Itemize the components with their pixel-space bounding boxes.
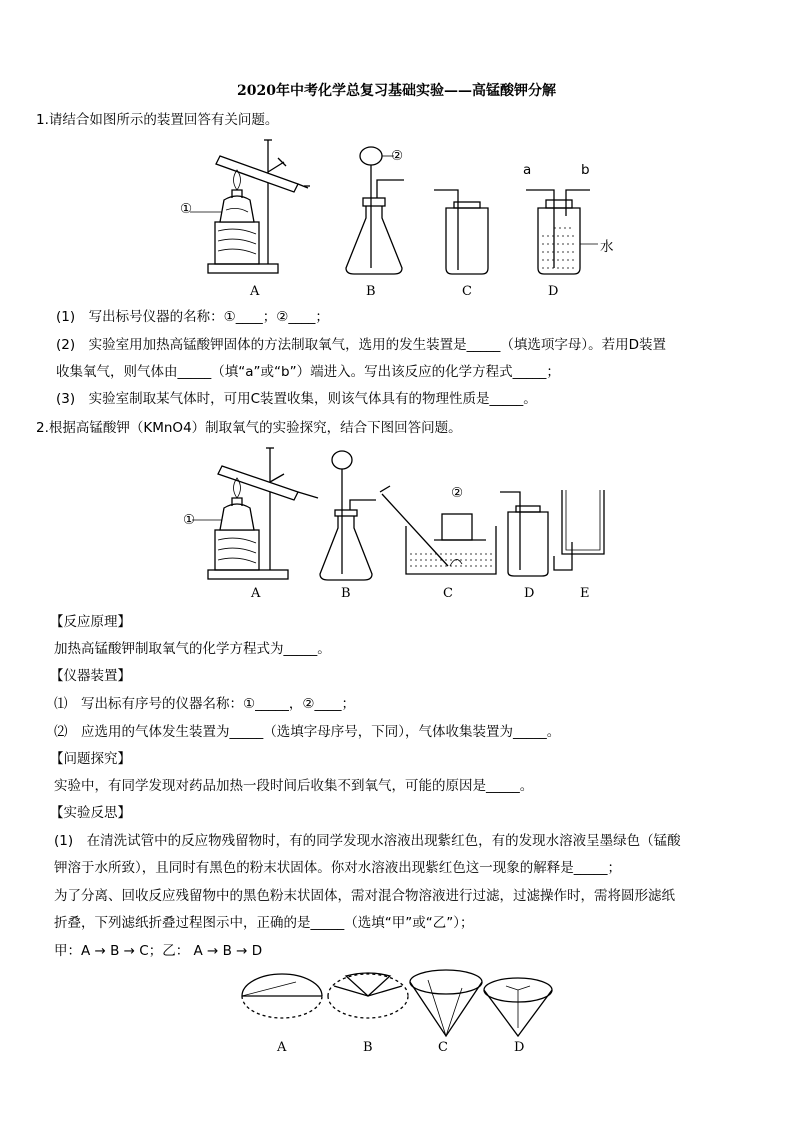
q2-apparatus-figure [170, 446, 630, 586]
q2-marker-2: ② [451, 485, 464, 501]
q2-fig-label-e: E [580, 586, 590, 601]
q2-stem: 2.根据高锰酸钾（KMnO4）制取氧气的实验探究，结合下图回答问题。 [36, 420, 462, 436]
q1-fig-label-a: A [250, 284, 260, 299]
fold-label-c: C [438, 1040, 448, 1055]
q2-reflection-1a: (1) 在清洗试管中的反应物残留物时，有的同学发现水溶液出现紫红色，有的发现水溶液呈墨绿色（锰酸 [54, 833, 681, 849]
apparatus-c [380, 486, 496, 574]
fold-label-a: A [277, 1040, 287, 1055]
q2-inquiry-text: 实验中，有同学发现对药品加热一段时间后收集不到氧气，可能的原因是_____。 [54, 778, 534, 794]
fold-a [242, 974, 322, 1018]
q2-fig-label-a: A [251, 586, 261, 601]
apparatus-e [554, 490, 604, 570]
q1-fig-label-d: D [548, 284, 559, 299]
section-heading-apparatus: 【仪器装置】 [50, 668, 131, 684]
q1-sub-3: (3) 实验室制取某气体时，可用C装置收集，则该气体具有的物理性质是_____。 [56, 391, 537, 407]
q1-sub-2a: (2) 实验室用加热高锰酸钾固体的方法制取氧气，选用的发生装置是_____（填选项字母）。若用D装置 [56, 337, 667, 353]
fold-c [410, 970, 482, 1036]
apparatus-a [190, 140, 310, 273]
section-heading-inquiry: 【问题探究】 [50, 751, 131, 767]
q1-fig-label-c: C [462, 284, 472, 299]
q2-reflection-2b: 折叠，下列滤纸折叠过程图示中，正确的是_____（选填“甲”或“乙”）； [54, 915, 474, 931]
q1-marker-2: ② [391, 148, 404, 164]
q1-label-a: a [523, 162, 532, 178]
fold-label-b: B [363, 1040, 373, 1055]
q2-reflection-2a: 为了分离、回收反应残留物中的黑色粉末状固体，需对混合物溶液进行过滤，过滤操作时，需将圆形滤纸 [54, 888, 675, 904]
q2-principle-text: 加热高锰酸钾制取氧气的化学方程式为_____。 [54, 641, 331, 657]
section-heading-reflection: 【实验反思】 [50, 805, 131, 821]
section-heading-principle: 【反应原理】 [50, 614, 131, 630]
q2-fig-label-b: B [341, 586, 351, 601]
q1-fig-label-b: B [366, 284, 376, 299]
q2-apparatus-2: ⑵ 应选用的气体发生装置为_____（选填字母序号，下同），气体收集装置为_____。 [54, 724, 561, 740]
fold-label-d: D [514, 1040, 525, 1055]
q2-marker-1: ① [183, 512, 196, 528]
apparatus-b [346, 147, 404, 274]
q1-stem: 1.请结合如图所示的装置回答有关问题。 [36, 112, 279, 128]
q2-apparatus-1: ⑴ 写出标有序号的仪器名称：①_____，②____； [54, 696, 355, 712]
fold-b [328, 973, 408, 1018]
apparatus-b [320, 451, 376, 580]
q2-fig-label-d: D [524, 586, 535, 601]
apparatus-a [192, 448, 318, 579]
q1-label-b: b [581, 162, 590, 178]
apparatus-c [434, 190, 488, 274]
q2-fig-label-c: C [443, 586, 453, 601]
q1-label-water: 水 [600, 239, 614, 255]
q1-sub-2b: 收集氧气，则气体由_____（填“a”或“b”）端进入。写出该反应的化学方程式_____； [56, 364, 560, 380]
page-title: 2020年中考化学总复习基础实验——高锰酸钾分解 [237, 83, 556, 99]
filter-fold-figure [236, 968, 566, 1038]
apparatus-d [500, 492, 548, 576]
q2-reflection-1b: 钾溶于水所致），且同时有黑色的粉末状固体。你对水溶液出现紫红色这一现象的解释是_____； [54, 860, 621, 876]
apparatus-d [526, 190, 598, 274]
q2-fold-options: 甲：A → B → C；乙： A → B → D [54, 943, 263, 959]
q1-marker-1: ① [180, 201, 193, 217]
fold-d [484, 978, 552, 1036]
q1-sub-1: (1) 写出标号仪器的名称：①____；②____； [56, 309, 329, 325]
